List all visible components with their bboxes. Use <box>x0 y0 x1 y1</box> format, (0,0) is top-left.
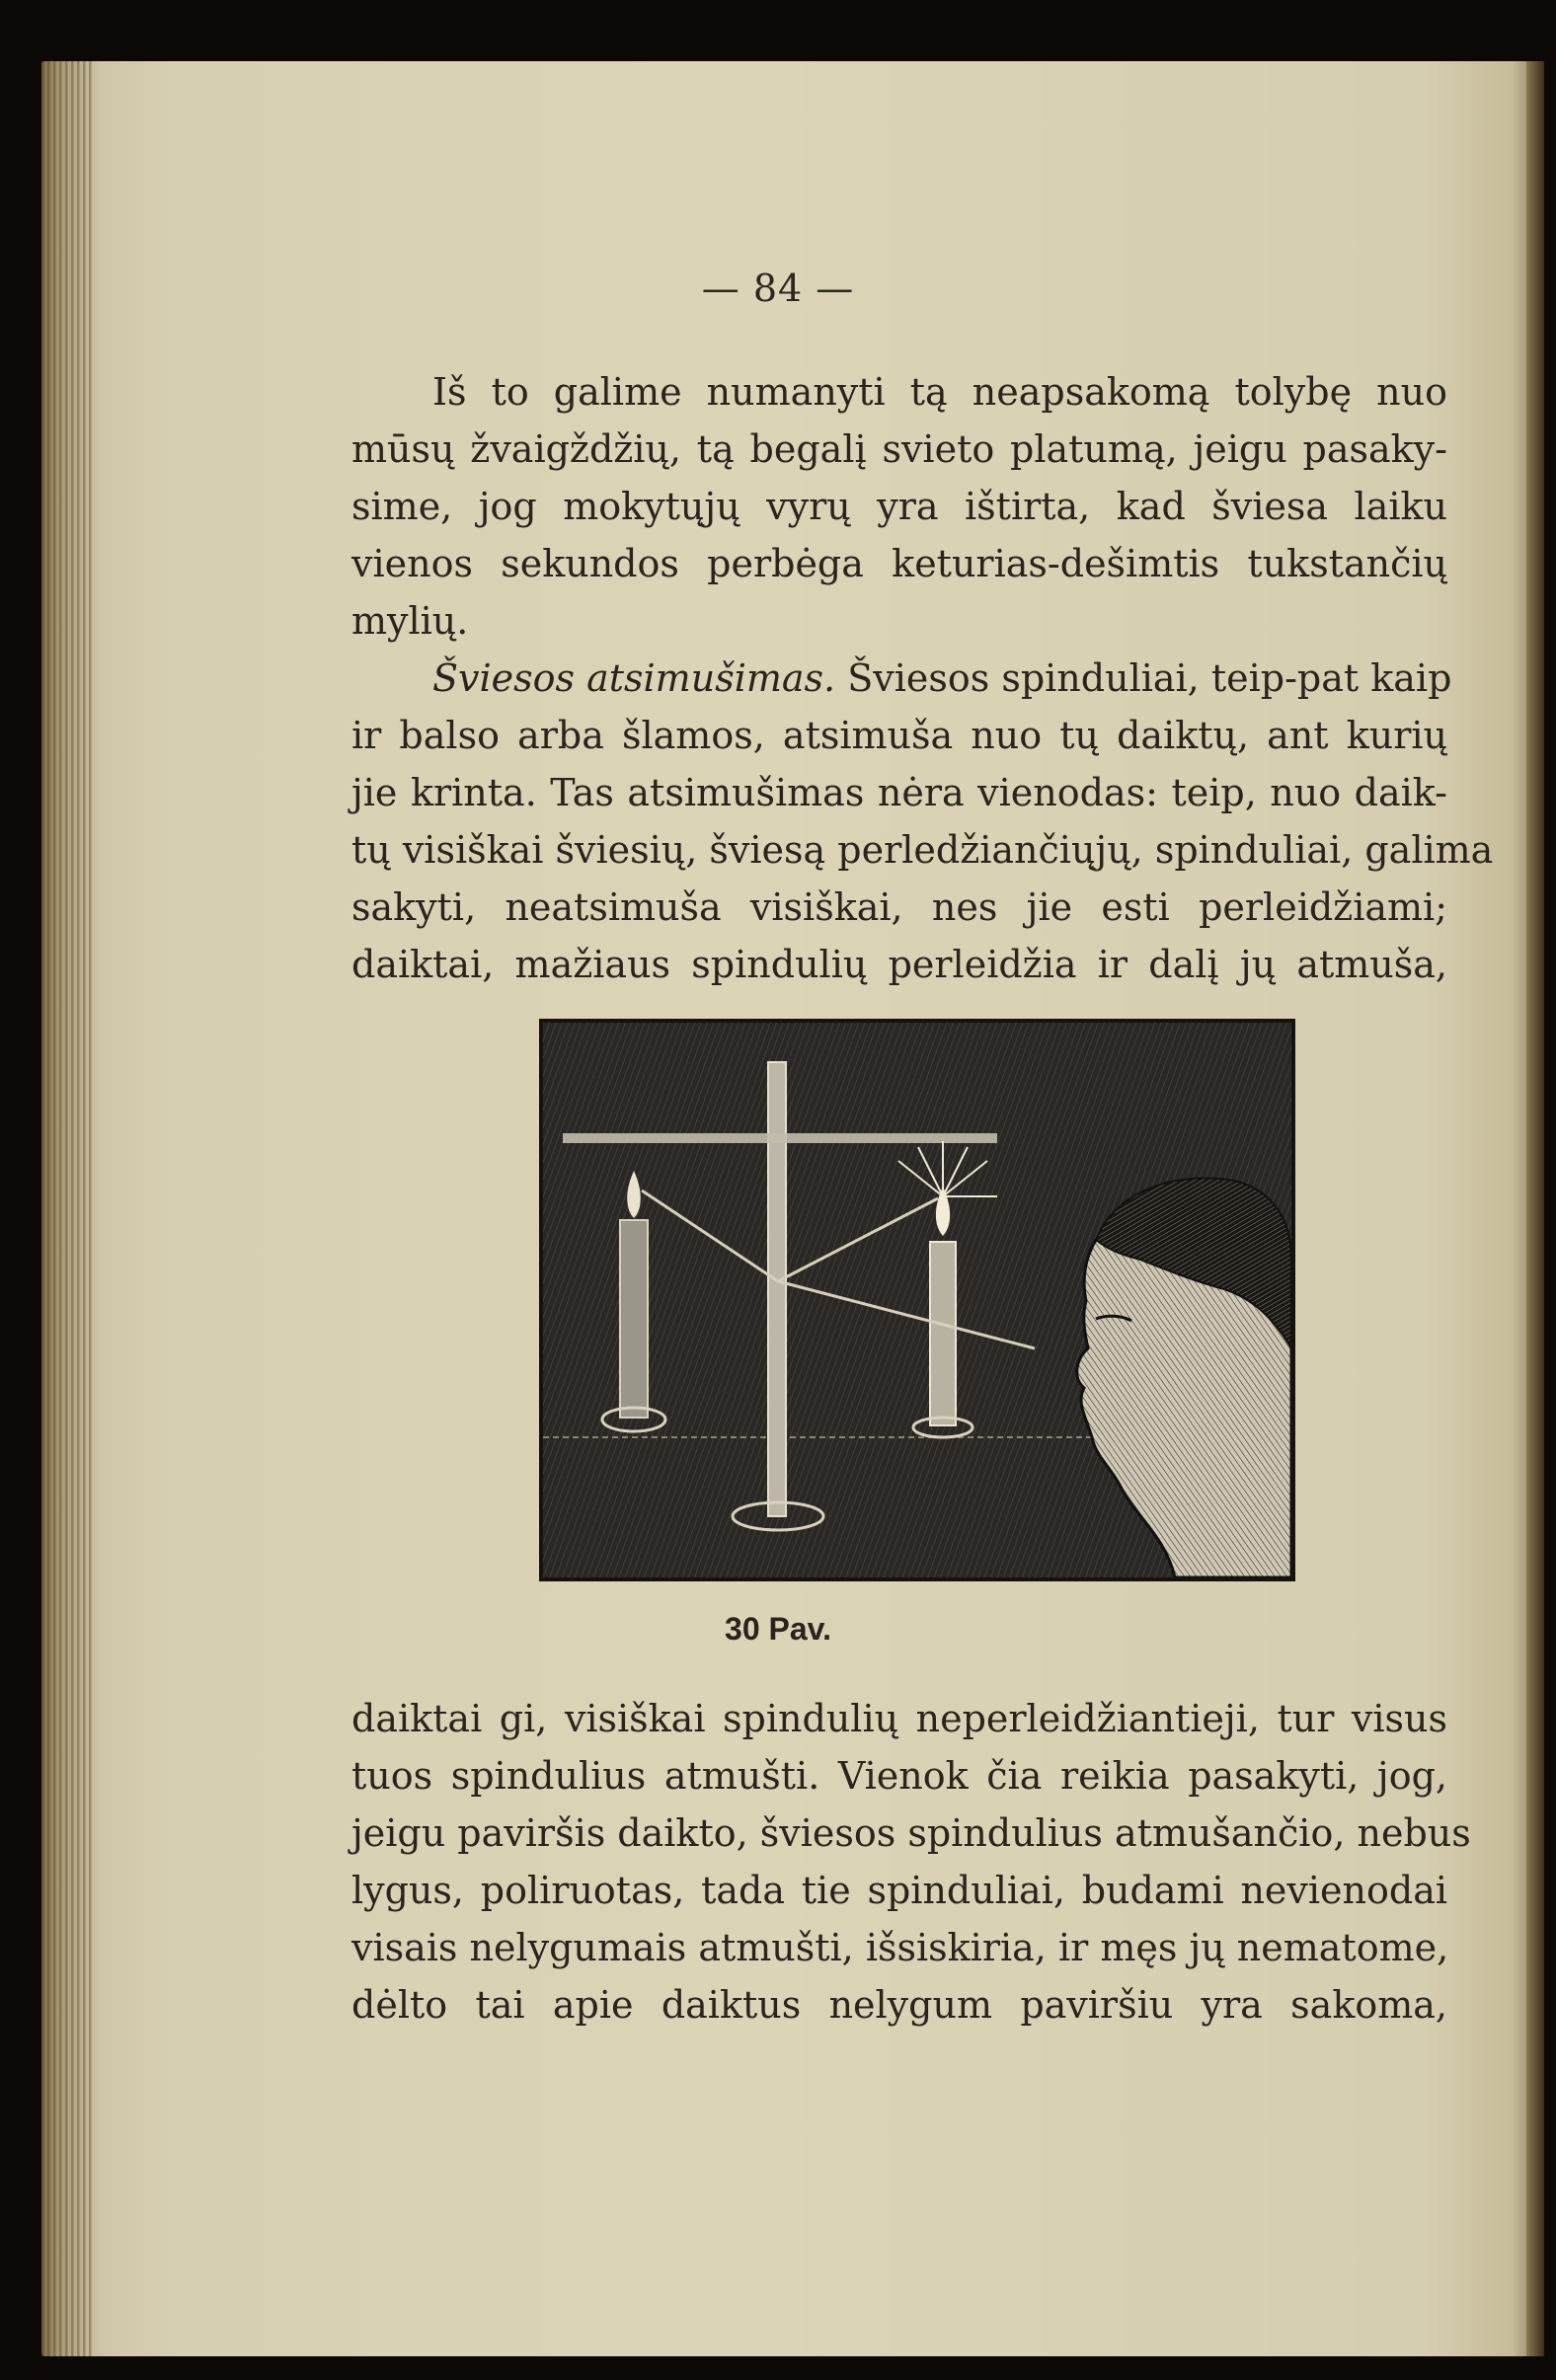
text-line: jie krinta. Tas atsimušimas nėra vienodas: teip, nuo daik- <box>351 771 1447 814</box>
text-line: lygus, poliruotas, tada tie spinduliai, budami nevienodai <box>351 1869 1447 1912</box>
text-line: vienos sekundos perbėga keturias-dešimtis tukstančių <box>351 542 1447 585</box>
text-line: sime, jog mokytųjų vyrų yra ištirta, kad šviesa laiku <box>351 485 1447 528</box>
text-line: tuos spindulius atmušti. Vienok čia reikia pasakyti, jog, <box>351 1754 1447 1798</box>
text-line: Iš to galime numanyti tą neapsakomą tolybę nuo <box>432 370 1447 414</box>
figure-caption: 30 Pav. <box>725 1611 831 1647</box>
engraving-candle-reflection-illustration <box>543 1023 1291 1577</box>
text-line: jeigu paviršis daikto, šviesos spindulius atmušančio, nebus <box>351 1811 1471 1855</box>
text-line-rest: Šviesos spinduliai, teip-pat kaip <box>847 656 1452 700</box>
text-line: sakyti, neatsimuša visiškai, nes jie esti perleidžiami; <box>351 885 1447 929</box>
text-line <box>351 650 1452 707</box>
text-line: daiktai gi, visiškai spindulių neperleidžiantieji, tur visus <box>351 1697 1447 1740</box>
text-line: mylių. <box>351 599 469 643</box>
text-line: mūsų žvaigždžių, tą begalį svieto platumą, jeigu pasaky- <box>351 427 1447 471</box>
text-line: visais nelygumais atmušti, išsiskiria, ir męs jų nematome, <box>351 1926 1449 1969</box>
page-edge <box>1526 61 1544 2356</box>
paragraph-continuation <box>351 1690 1471 2034</box>
page-number: — 84 — <box>701 267 855 310</box>
section-heading: Šviesos atsimušimas. <box>432 656 836 700</box>
text-line: ir balso arba šlamos, atsimuša nuo tų daiktų, ant kurių <box>351 714 1447 757</box>
page-gutter <box>41 61 95 2356</box>
text-line: tų visiškai šviesių, šviesą perledžiančiųjų, spinduliai, galima <box>351 828 1494 872</box>
figure-illustration <box>539 1019 1295 1581</box>
paragraph-intro <box>351 363 1494 993</box>
text-line: dėlto tai apie daiktus nelygum paviršiu yra sakoma, <box>351 1983 1447 2027</box>
text-line: daiktai, mažiaus spindulių perleidžia ir dalį jų atmuša, <box>351 943 1447 986</box>
